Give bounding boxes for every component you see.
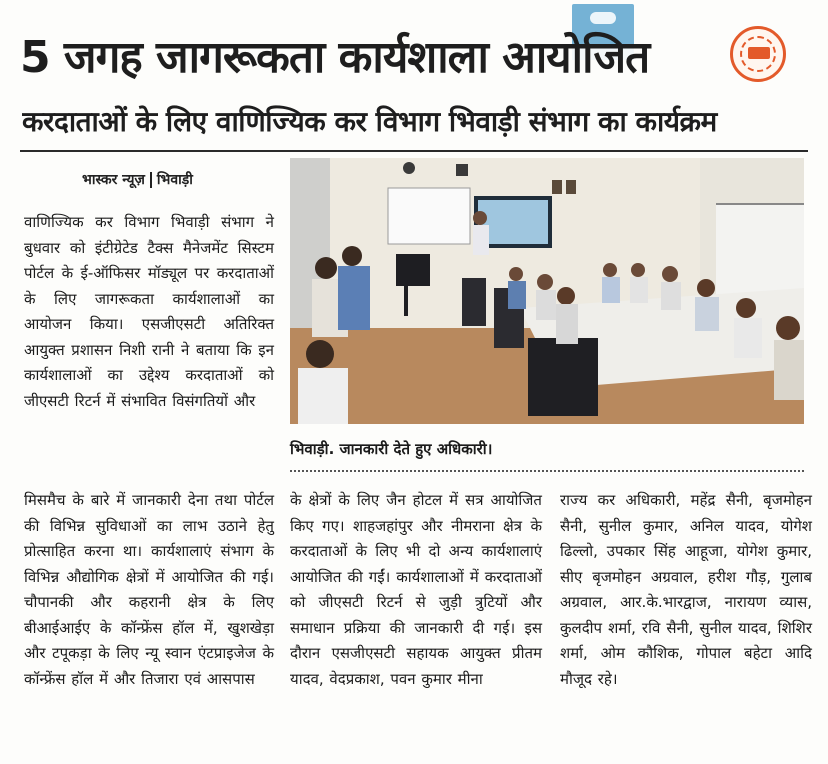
headline: 5 जगह जागरूकता कार्यशाला आयोजित xyxy=(20,32,650,83)
article-text: वाणिज्यिक कर विभाग भिवाड़ी संभाग ने बुधवार को इंटीग्रेटेड टैक्स मैनेजमेंट सिस्टम पोर्टल के ई-ऑफिसर मॉड्यूल पर करदाताओं के लिए जागरूकता कार्यशालाओं का आयोजन किया। एसजीएसटी अतिरिक्त आयुक्त प्रशासन निशी रानी ने बताया कि इन कार्यशालाओं का उद्देश्य करदाताओं को जीएसटी रिटर्न में संभावित विसंगतियों और xyxy=(24,213,274,410)
article-text: राज्य कर अधिकारी, महेंद्र सैनी, बृजमोहन सैनी, सुनील कुमार, अनिल यादव, योगेश ढिल्लो, उपकार सिंह आहूजा, योगेश कुमार, सीए बृजमोहन अग्रवाल, हरीश गौड़, गुलाब अग्रवाल, आर.के.भारद्वाज, नारायण व्यास, कुलदीप शर्मा, रवि सैनी, सुनील यादव, शिशिर शर्मा, ओम कौशिक, गोपाल बहेटा आदि मौजूद रहे। xyxy=(560,491,812,688)
byline xyxy=(82,170,193,192)
sub-headline: करदाताओं के लिए वाणिज्यिक कर विभाग भिवाड़ी संभाग का कार्यक्रम xyxy=(22,105,717,138)
byline-place: भिवाड़ी xyxy=(156,172,193,188)
article-column-3 xyxy=(560,488,812,692)
article-column-1-top xyxy=(24,210,274,414)
photo-caption: भिवाड़ी. जानकारी देते हुए अधिकारी। xyxy=(290,440,493,458)
article-column-1-bottom xyxy=(24,488,274,692)
article-column-2 xyxy=(290,488,542,692)
workshop-photo-illustration xyxy=(290,158,804,424)
byline-separator xyxy=(150,172,152,188)
divider xyxy=(20,150,808,152)
workshop-photo xyxy=(290,158,804,424)
article-text: के क्षेत्रों के लिए जैन होटल में सत्र आयोजित किए गए। शाहजहांपुर और नीमराना क्षेत्र के करदाताओं के लिए भी दो अन्य कार्यशालाएं आयोजित की गईं। कार्यशालाओं में करदाताओं को जीएसटी रिटर्न से जुड़ी त्रुटियों और समाधान प्रक्रिया की जानकारी दी गई। इस दौरान एसजीएसटी सहायक आयुक्त प्रीतम यादव, वेदप्रकाश, पवन कुमार मीना xyxy=(290,491,542,688)
article-text: मिसमैच के बारे में जानकारी देना तथा पोर्टल की विभिन्न सुविधाओं का लाभ उठाने हेतु प्रोत्साहित करना था। कार्यशालाएं संभाग के विभिन्न औद्योगिक क्षेत्रों में आयोजित की गई। चौपानकी और कहरानी क्षेत्र के लिए बीआईआईए के कॉन्फ्रेंस हॉल में, खुशखेड़ा और टपूकड़ा के लिए न्यू स्वान एंटप्राइजेज के कॉन्फ्रेंस हॉल में और तिजारा एवं आसपास xyxy=(24,491,274,688)
byline-source: भास्कर न्यूज़ xyxy=(82,172,145,188)
caption-divider xyxy=(290,470,804,472)
